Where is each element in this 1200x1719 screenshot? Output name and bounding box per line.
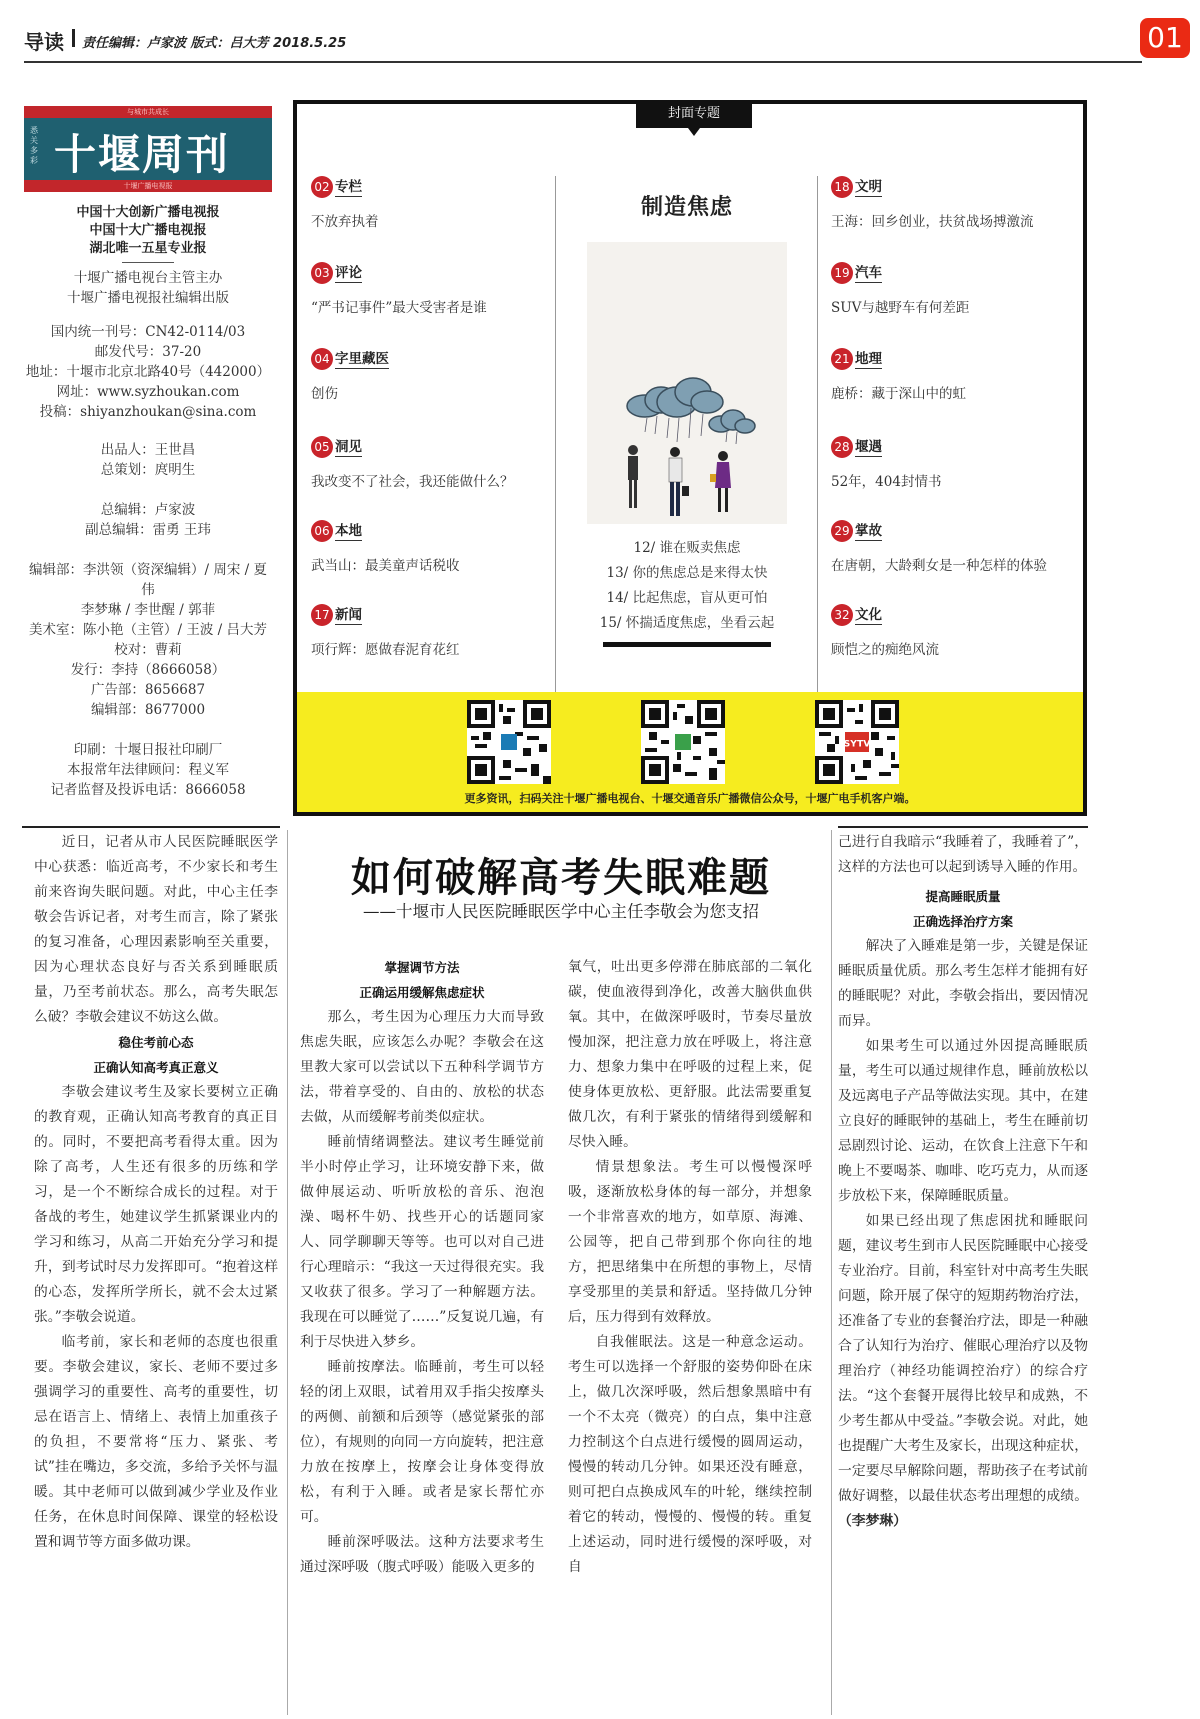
editor-credits: 责任编辑：卢家波 版式：吕大芳 2018.5.25 xyxy=(82,36,347,51)
section-heading: 稳住考前心态 xyxy=(118,1035,194,1050)
toc-title: 我改变不了社会，我还能做什么？ xyxy=(311,474,514,490)
toc-category: 文化 xyxy=(855,606,882,623)
registration-line: 投稿：shiyanzhoukan@sina.com xyxy=(39,404,257,420)
toc-item[interactable] xyxy=(831,604,1071,658)
article-paragraph: 睡前情绪调整法。建议考生睡觉前半小时停止学习，让环境安静下来，做做伸展运动、听听放松的音乐、泡泡澡、喝杯牛奶、找些开心的话题同家人、同学聊聊天等等。也可以对自己进行心理暗示：“我这一天过得很充实。我又收获了很多。学习了一种解题方法。我现在可以睡觉了……”反复说几遍，有利于尽快进入梦乡。 xyxy=(300,1134,544,1350)
registration-line: 地址：十堰市北京北路40号（442000） xyxy=(25,364,271,380)
toc-title: 在唐朝，大龄剩女是一种怎样的体验 xyxy=(831,558,1047,574)
toc-item[interactable] xyxy=(311,262,551,316)
misc-line: 本报常年法律顾问：程义军 xyxy=(67,762,229,778)
page-number-badge: 04 xyxy=(311,348,333,370)
toc-title: “严书记事件”最大受害者是谁 xyxy=(311,300,487,316)
toc-category: 本地 xyxy=(335,522,362,539)
qr-code-band xyxy=(297,692,1083,812)
page-number-badge: 18 xyxy=(831,176,853,198)
tagline: 湖北唯一五星专业报 xyxy=(89,241,207,256)
page-header xyxy=(24,18,1190,58)
article-paragraph: 解决了入睡难是第一步，关键是保证睡眠质量优质。那么考生怎样才能拥有好的睡眠呢？对此，李敬会指出，要因情况而异。 xyxy=(838,938,1088,1029)
article-column-1 xyxy=(34,830,278,1555)
section-subheading: 正确选择治疗方案 xyxy=(912,914,1013,929)
qr-caption: 更多资讯，扫码关注十堰广播电视台、十堰交通音乐广播微信公众号，十堰广电手机客户端。 xyxy=(464,792,916,805)
phone-line: 发行：李持（8666058） xyxy=(70,662,226,678)
toc-item[interactable] xyxy=(831,262,1071,316)
newspaper-logo xyxy=(24,106,272,192)
article-paragraph: 氧气，吐出更多停滞在肺底部的二氧化碳，使血液得到净化，改善大脑供血供氧。其中，在做深呼吸时，节奏尽量放慢加深，把注意力放在呼吸上，将注意力、想象力集中在呼吸的过程上来，促使身体更放松、更舒服。此法需要重复做几次，有利于紧张的情绪得到缓解和尽快入睡。 xyxy=(568,959,812,1150)
editor-line: 副总编辑：雷勇 王玮 xyxy=(85,522,211,538)
article-rule xyxy=(838,826,1088,828)
logo-vertical-text: 悉关多彩 xyxy=(30,126,38,165)
toc-category: 评论 xyxy=(335,264,362,281)
toc-item[interactable] xyxy=(311,520,551,574)
logo-subtitle: 十堰广播电视报 xyxy=(123,182,173,190)
article-subheadline: ——十堰市人民医院睡眠医学中心主任李敬会为您支招 xyxy=(363,902,759,921)
toc-category: 堰遇 xyxy=(855,438,882,455)
article-column-2 xyxy=(300,955,544,1580)
toc-item[interactable] xyxy=(311,604,551,658)
toc-item[interactable] xyxy=(311,176,551,230)
toc-category: 字里藏医 xyxy=(335,350,389,367)
toc-item[interactable] xyxy=(311,348,551,402)
staff-line: 校对：曹莉 xyxy=(114,642,182,658)
header-rule xyxy=(24,61,1142,63)
toc-title: 鹿桥：藏于深山中的虹 xyxy=(831,386,966,402)
page-number-badge: 19 xyxy=(831,262,853,284)
column-divider xyxy=(817,176,818,731)
toc-category: 掌故 xyxy=(855,522,882,539)
feature-underline-bar xyxy=(603,642,771,647)
article-paragraph: 己进行自我暗示“我睡着了，我睡着了”，这样的方法也可以起到诱导入睡的作用。 xyxy=(838,834,1088,875)
article-paragraph: 情景想象法。考生可以慢慢深呼吸，逐渐放松身体的每一部分，并想象一个非常喜欢的地方，如草原、海滩、公园等，把自己带到那个你向往的地方，把思绪集中在所想的事物上，尽情享受那里的美景和舒适。坚持做几分钟后，压力得到有效释放。 xyxy=(568,1159,812,1325)
article-paragraph: 近日，记者从市人民医院睡眠医学中心获悉：临近高考，不少家长和考生前来咨询失眠问题。对此，中心主任李敬会告诉记者，对考生而言，除了紧张的复习准备，心理因素影响至关重要，因为心理状态良好与否关系到睡眠质量，乃至考前状态。那么，高考失眠怎么破？李敬会建议不妨这么做。 xyxy=(34,834,278,1025)
logo-slogan: 与城市共成长 xyxy=(127,108,169,116)
masthead-taglines xyxy=(24,204,272,258)
logo-title: 十堰周刊 xyxy=(54,130,231,179)
section-title: 导读 xyxy=(24,30,64,54)
masthead-org xyxy=(24,268,272,308)
toc-title: 52年，404封情书 xyxy=(831,474,942,490)
registration-line: 网址：www.syzhoukan.com xyxy=(56,384,240,400)
phone-line: 广告部：8656687 xyxy=(90,682,206,698)
section-heading: 提高睡眠质量 xyxy=(925,889,1001,904)
registration-line: 邮发代号：37-20 xyxy=(94,344,202,360)
article-byline: （李梦琳） xyxy=(838,1513,907,1529)
article-paragraph: 自我催眠法。这是一种意念运动。考生可以选择一个舒服的姿势仰卧在床上，做几次深呼吸，然后想象黑暗中有一个不太亮（微亮）的白点，集中注意力控制这个白点进行缓慢的圆周运动，慢慢的转动几分钟。如果还没有睡意，则可把白点换成风车的叶轮，继续控制着它的转动，慢慢的、慢慢的转。重复上述运动，同时进行缓慢的深呼吸，对自 xyxy=(568,1334,812,1575)
toc-category: 地理 xyxy=(855,350,882,367)
article-paragraph xyxy=(838,1209,1088,1534)
toc-item[interactable] xyxy=(831,436,1071,490)
masthead-separator xyxy=(122,262,174,263)
staff-line: 李梦琳 / 李世醒 / 郭菲 xyxy=(80,602,216,618)
feature-title: 制造焦虑 xyxy=(640,194,733,220)
sytv-badge: SYTV xyxy=(843,738,871,750)
qr-code-icon[interactable] xyxy=(641,700,725,784)
tagline: 中国十大广播电视报 xyxy=(89,223,207,238)
masthead-registration xyxy=(24,322,272,422)
page-number-badge: 32 xyxy=(831,604,853,626)
toc-title: SUV与越野车有何差距 xyxy=(831,300,970,316)
article-paragraph-text: 如果已经出现了焦虑困扰和睡眠问题，建议考生到市人民医院睡眠中心接受专业治疗。目前，科室针对中高考生失眠问题，除开展了保守的短期药物治疗法，还准备了专业的套餐治疗法，即是一种融合了认知行为治疗、催眠心理治疗以及物理治疗（神经功能调控治疗）的综合疗法。“这个套餐开展得比较早和成熟，不少考生都从中受益。”李敬会说。对此，她也提醒广大考生及家长，出现这种症状，一定要尽早解除问题，帮助孩子在考试前做好调整，以最佳状态考出理想的成绩。 xyxy=(838,1213,1088,1504)
article-paragraph: 那么，考生因为心理压力大而导致焦虑失眠，应该怎么办呢？李敬会在这里教大家可以尝试以下五种科学调节方法，带着享受的、自由的、放松的状态去做，从而缓解考前类似症状。 xyxy=(300,1009,544,1125)
column-divider xyxy=(287,830,288,1715)
article-paragraph: 如果考生可以通过外因提高睡眠质量，考生可以通过规律作息，睡前放松以及远离电子产品等做法实现。其中，在建立良好的睡眠钟的基础上，考生在睡前切忌剧烈讨论、运动，在饮食上注意下午和晚上不要喝茶、咖啡、吃巧克力，从而逐步放松下来，保障睡眠质量。 xyxy=(838,1038,1088,1204)
page-number-badge: 28 xyxy=(831,436,853,458)
toc-item[interactable] xyxy=(831,176,1071,230)
toc-category: 专栏 xyxy=(335,178,362,195)
staff-line: 美术室：陈小艳（主管）/ 王波 / 吕大芳 xyxy=(29,622,267,638)
toc-title: 项行辉：愿做春泥育花红 xyxy=(311,642,460,658)
toc-title: 武当山：最美童声话税收 xyxy=(311,558,460,574)
producer-line: 出品人：王世昌 xyxy=(100,442,196,458)
article-rule xyxy=(22,826,280,828)
toc-category: 文明 xyxy=(855,178,882,195)
toc-item[interactable] xyxy=(831,520,1071,574)
toc-title: 王海：回乡创业，扶贫战场搏激流 xyxy=(831,214,1034,230)
feature-illustration xyxy=(587,242,787,524)
header-divider xyxy=(72,29,75,47)
cover-topics-box xyxy=(293,100,1087,816)
tagline: 中国十大创新广播电视报 xyxy=(76,205,220,220)
article-headline: 如何破解高考失眠难题 xyxy=(351,854,771,901)
masthead-staff xyxy=(24,560,272,660)
feature-article-list xyxy=(567,536,807,636)
article-paragraph: 睡前按摩法。临睡前，考生可以轻轻的闭上双眼，试着用双手指尖按摩头的两侧、前额和后颈等（感觉紧张的部位），有规则的向同一方向旋转，把注意力放在按摩上，按摩会让身体变得放松，有利于入睡。或者是家长帮忙亦可。 xyxy=(300,1359,544,1525)
qr-code-icon[interactable] xyxy=(467,700,551,784)
page-number-badge: 17 xyxy=(311,604,333,626)
phone-line: 编辑部：8677000 xyxy=(90,702,206,718)
column-divider xyxy=(555,176,556,731)
section-heading: 掌握调节方法 xyxy=(384,960,460,975)
page-number-badge: 21 xyxy=(831,348,853,370)
article-column-3 xyxy=(568,955,812,1580)
article-paragraph: 临考前，家长和老师的态度也很重要。李敬会建议，家长、老师不要过多强调学习的重要性、高考的重要性，切忌在语言上、情绪上、表情上加重孩子的负担，不要常将“压力、紧张、考试”挂在嘴边，多交流，多给予关怀与温暖。其中老师可以做到减少学业及作业任务，在休息时间保障、课堂的轻松设置和调节等方面多做功课。 xyxy=(34,1334,278,1550)
misc-line: 印刷：十堰日报社印刷厂 xyxy=(73,742,223,758)
page-number-badge: 01 xyxy=(1140,18,1190,58)
section-subheading: 正确认知高考真正意义 xyxy=(93,1060,219,1075)
toc-title: 创伤 xyxy=(311,386,338,402)
column-divider xyxy=(831,830,832,1715)
misc-line: 记者监督及投诉电话：8666058 xyxy=(50,782,246,798)
page-number-badge: 06 xyxy=(311,520,333,542)
org-line: 十堰广播电视报社编辑出版 xyxy=(67,290,229,306)
toc-category: 新闻 xyxy=(335,606,362,623)
section-subheading: 正确运用缓解焦虑症状 xyxy=(359,985,485,1000)
toc-item[interactable] xyxy=(831,348,1071,402)
cover-tab-label: 封面专题 xyxy=(636,100,752,128)
registration-line: 国内统一刊号：CN42-0114/03 xyxy=(50,324,246,340)
toc-item[interactable] xyxy=(311,436,551,490)
article-column-4 xyxy=(838,830,1088,1534)
toc-title: 不放弃执着 xyxy=(311,214,379,230)
toc-title: 顾恺之的痴绝风流 xyxy=(831,642,939,658)
masthead-producers xyxy=(24,440,272,480)
feature-article-link[interactable]: 13/ 你的焦虑总是来得太快 xyxy=(606,565,768,581)
qr-code-icon[interactable] xyxy=(815,700,899,784)
storm-cloud-people-illustration xyxy=(587,242,787,524)
page-number-badge: 02 xyxy=(311,176,333,198)
producer-line: 总策划：庹明生 xyxy=(100,462,196,478)
staff-line: 编辑部：李洪领（资深编辑）/ 周宋 / 夏伟 xyxy=(29,562,267,598)
feature-article-link[interactable]: 12/ 谁在贩卖焦虑 xyxy=(633,540,741,556)
feature-article-link[interactable]: 15/ 怀揣适度焦虑，坐看云起 xyxy=(599,615,775,631)
masthead-misc xyxy=(24,740,272,800)
article-paragraph: 睡前深呼吸法。这种方法要求考生通过深呼吸（腹式呼吸）能吸入更多的 xyxy=(300,1534,544,1575)
org-line: 十堰广播电视台主管主办 xyxy=(73,270,223,286)
masthead-phones xyxy=(24,660,272,720)
toc-category: 汽车 xyxy=(855,264,882,281)
editor-line: 总编辑：卢家波 xyxy=(100,502,196,518)
toc-category: 洞见 xyxy=(335,438,362,455)
page-number-badge: 03 xyxy=(311,262,333,284)
feature-article-link[interactable]: 14/ 比起焦虑，盲从更可怕 xyxy=(606,590,768,606)
masthead-chief-editors xyxy=(24,500,272,540)
page-number-badge: 05 xyxy=(311,436,333,458)
article-paragraph: 李敬会建议考生及家长要树立正确的教育观，正确认知高考教育的真正目的。同时，不要把高考看得太重。因为除了高考，人生还有很多的历练和学习，是一个不断综合成长的过程。对于备战的考生，她建议学生抓紧课业内的学习和练习，从高二开始充分学习和提升，到考试时尽力发挥即可。“抱着这样的心态，发挥所学所长，就不会太过紧张。”李敬会说道。 xyxy=(34,1084,278,1325)
page-number-badge: 29 xyxy=(831,520,853,542)
